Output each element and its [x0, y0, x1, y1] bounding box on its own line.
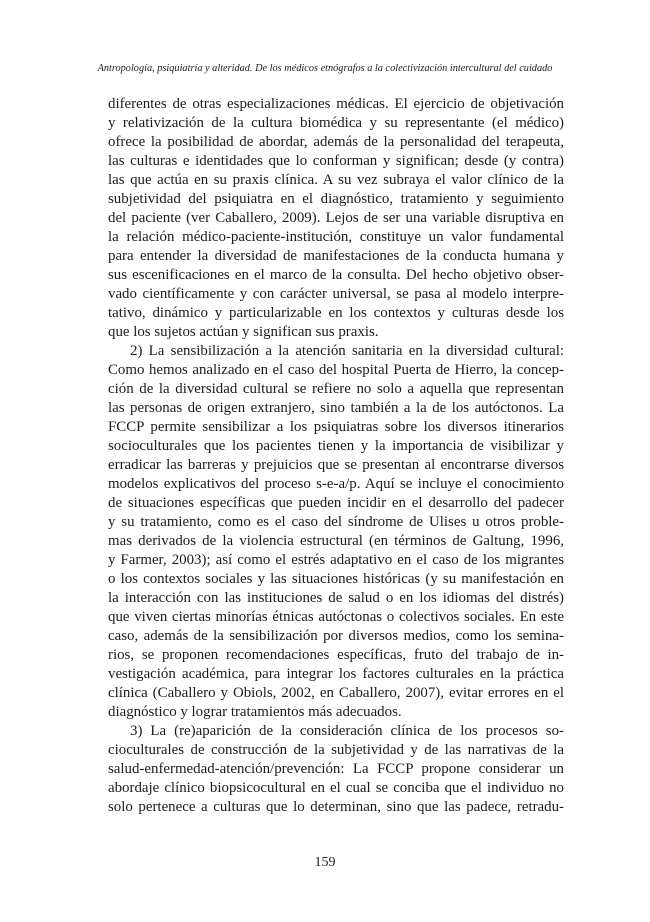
text-line: ofrece la posibilidad de abordar, además de la personalidad del terapeuta,: [108, 134, 564, 150]
text-line: y relativización de la cultura biomédica y su representante (el médico): [108, 115, 564, 131]
text-line: modelos explicativos del proceso s-e-a/p. Aquí se incluye el conocimiento: [108, 476, 564, 492]
body-text: [108, 95, 564, 817]
text-line: clínica (Caballero y Obiols, 2002, en Caballero, 2007), evitar errores en el: [108, 685, 564, 701]
text-line: diferentes de otras especializaciones médicas. El ejercicio de objetivación: [108, 96, 564, 112]
text-line: subjetividad del psiquiatra en el diagnóstico, tratamiento y seguimiento: [108, 191, 564, 207]
text-line: o los contextos sociales y las situaciones históricas (y su manifestación en: [108, 571, 564, 587]
text-line: la interacción con las instituciones de salud o en los idiomas del distrés): [108, 590, 564, 606]
page-number: 159: [314, 855, 336, 870]
text-line: del paciente (ver Caballero, 2009). Lejos de ser una variable disruptiva en: [108, 210, 564, 226]
text-line: diagnóstico y lograr tratamientos más adecuados.: [108, 704, 402, 720]
text-line: y su tratamiento, como es el caso del síndrome de Ulises u otros proble-: [108, 514, 564, 530]
text-line: las que actúa en su praxis clínica. A su vez subraya el valor clínico de la: [108, 172, 564, 188]
text-line: para entender la diversidad de manifestaciones de la conducta humana y: [108, 248, 564, 264]
text-line: abordaje clínico biopsicocultural en el cual se conciba que el individuo no: [108, 780, 564, 796]
text-line: que los sujetos actúan y significan sus praxis.: [108, 324, 379, 340]
text-line: las personas de origen extranjero, sino también a la de los autóctonos. La: [108, 400, 564, 416]
text-line: mas derivados de la violencia estructural (en términos de Galtung, 1996,: [108, 533, 564, 549]
text-line: solo pertenece a culturas que lo determinan, sino que las padece, retradu-: [108, 799, 564, 815]
text-line: caso, además de la sensibilización por diversos medios, como los semina-: [108, 628, 564, 644]
text-line: 3) La (re)aparición de la consideración clínica de los procesos so-: [130, 723, 564, 739]
running-header: Antropología, psiquiatría y alteridad. De los médicos etnógrafos a la colectivización intercultural del cuidado: [97, 63, 553, 74]
text-line: rios, se proponen recomendaciones específicas, fruto del trabajo de in-: [108, 647, 564, 663]
text-line: tativo, dinámico y particularizable en los contextos y culturas desde los: [108, 305, 564, 321]
text-line: vado científicamente y con carácter universal, se pasa al modelo interpre-: [108, 286, 564, 302]
text-line: FCCP permite sensibilizar a los psiquiatras sobre los diversos itinerarios: [108, 419, 564, 435]
text-line: 2) La sensibilización a la atención sanitaria en la diversidad cultural:: [130, 343, 564, 359]
text-line: las culturas e identidades que lo conforman y significan; desde (y contra): [108, 153, 564, 169]
text-line: salud-enfermedad-atención/prevención: La FCCP propone considerar un: [108, 761, 564, 777]
text-line: erradicar las barreras y prejuicios que se presentan al encontrarse diversos: [108, 457, 564, 473]
text-line: que viven ciertas minorías étnicas autóctonas o colectivos sociales. En este: [108, 609, 564, 625]
text-line: Como hemos analizado en el caso del hospital Puerta de Hierro, la concep-: [108, 362, 564, 378]
text-line: sus escenificaciones en el marco de la consulta. Del hecho objetivo obser-: [108, 267, 564, 283]
text-line: socioculturales que los pacientes tienen y la importancia de visibilizar y: [108, 438, 564, 454]
text-line: cioculturales de construcción de la subjetividad y de las narrativas de la: [108, 742, 564, 758]
text-line: de situaciones específicas que pueden incidir en el desarrollo del padecer: [108, 495, 564, 511]
text-line: la relación médico-paciente-institución, constituye un valor fundamental: [108, 229, 564, 245]
text-line: y Farmer, 2003); así como el estrés adaptativo en el caso de los migrantes: [108, 552, 564, 568]
text-line: ción de la diversidad cultural se refiere no solo a aquella que representan: [108, 381, 564, 397]
text-line: vestigación académica, para integrar los factores culturales en la práctica: [108, 666, 564, 682]
